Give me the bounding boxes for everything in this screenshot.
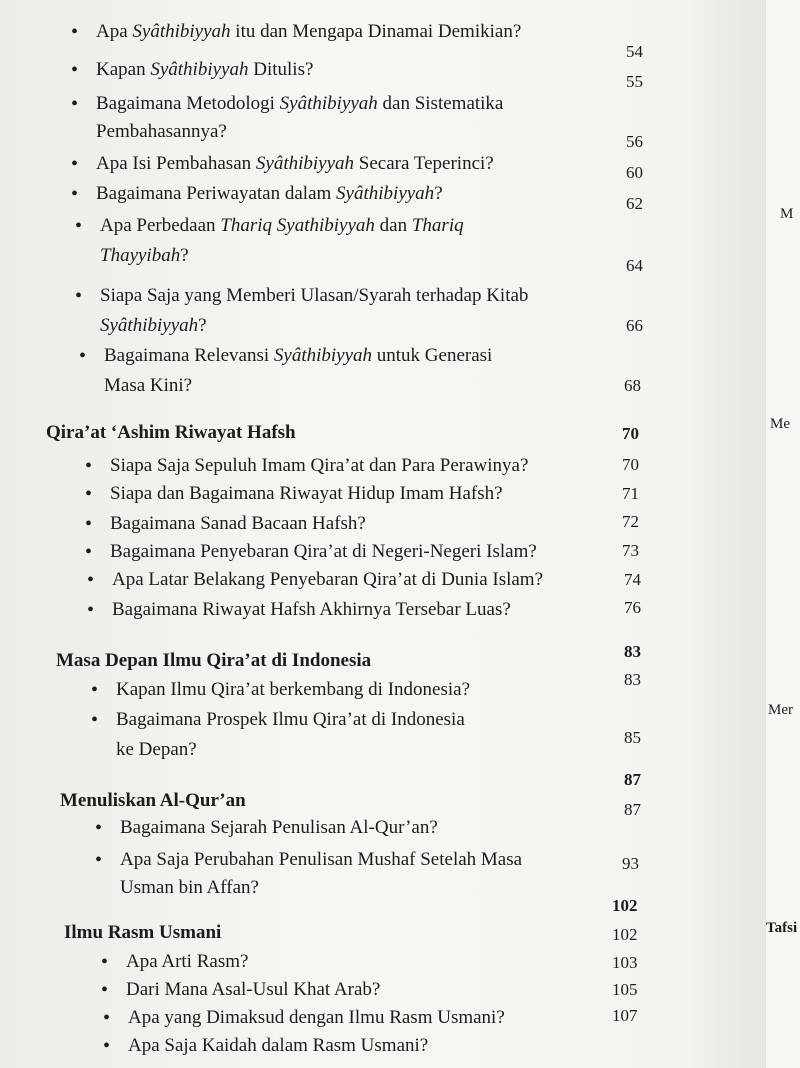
toc-item: • Kapan Syâthibiyyah Ditulis? (96, 56, 313, 84)
page-number: 105 (612, 980, 638, 999)
toc-item: • Siapa dan Bagaimana Riwayat Hidup Imam Hafsh? (110, 480, 503, 508)
page-number: 66 (626, 316, 643, 335)
toc-item: • Bagaimana Penyebaran Qira’at di Negeri-Negeri Islam? (110, 538, 537, 566)
edge-text: Mer (768, 702, 793, 718)
toc-item-line2: ke Depan? (116, 739, 197, 760)
page-number: 87 (624, 800, 641, 819)
section-page-number: 83 (624, 642, 641, 661)
page-number: 103 (612, 953, 638, 972)
page-number: 70 (622, 455, 639, 474)
page-number: 64 (626, 256, 643, 275)
toc-item: • Bagaimana Relevansi Syâthibiyyah untuk Generasi (104, 342, 492, 370)
toc-item-line2: Pembahasannya? (96, 121, 227, 142)
page-number: 60 (626, 163, 643, 182)
toc-item: • Bagaimana Riwayat Hafsh Akhirnya Tersebar Luas? (112, 596, 511, 624)
edge-text: Tafsi (766, 920, 798, 936)
toc-item: • Apa Isi Pembahasan Syâthibiyyah Secara Teperinci? (96, 150, 494, 178)
section-title: Ilmu Rasm Usmani (64, 922, 222, 943)
section-page-number: 70 (622, 424, 639, 443)
section-page-number: 102 (612, 925, 638, 944)
page-number: 74 (624, 570, 641, 589)
toc-item: • Apa Perbedaan Thariq Syathibiyyah dan Thariq (100, 212, 464, 240)
page-number: 56 (626, 132, 643, 151)
section-title: Menuliskan Al-Qur’an (60, 790, 246, 811)
toc-item: • Apa Syâthibiyyah itu dan Mengapa Dinamai Demikian? (96, 18, 521, 46)
toc-item: • Apa Arti Rasm? (126, 948, 248, 976)
section-page-number: 102 (612, 896, 638, 915)
toc-item-line2: Thayyibah? (100, 245, 189, 266)
edge-text: Me (770, 416, 790, 432)
toc-item-line2: Syâthibiyyah? (100, 315, 207, 336)
toc-item: • Apa Saja Kaidah dalam Rasm Usmani? (128, 1032, 428, 1060)
toc-item: • Bagaimana Periwayatan dalam Syâthibiyyah? (96, 180, 443, 208)
page-number: 107 (612, 1006, 638, 1025)
toc-item: • Apa yang Dimaksud dengan Ilmu Rasm Usmani? (128, 1004, 505, 1032)
page-number: 72 (622, 512, 639, 531)
page-number: 73 (622, 541, 639, 560)
page-number: 68 (624, 376, 641, 395)
section-title: Masa Depan Ilmu Qira’at di Indonesia (56, 650, 372, 671)
edge-text: M (780, 206, 794, 222)
toc-item: • Bagaimana Prospek Ilmu Qira’at di Indonesia (116, 706, 465, 734)
toc-item: • Apa Latar Belakang Penyebaran Qira’at di Dunia Islam? (112, 566, 543, 594)
page-number: 76 (624, 598, 641, 617)
page-number: 85 (624, 728, 641, 747)
page-number: 62 (626, 194, 643, 213)
page-number: 55 (626, 72, 643, 91)
toc-item: • Apa Saja Perubahan Penulisan Mushaf Setelah Masa (120, 846, 522, 874)
toc-item-line2: Masa Kini? (104, 375, 193, 396)
section-page-number: 87 (624, 770, 641, 789)
section-title: Qira’at ‘Ashim Riwayat Hafsh (46, 422, 296, 443)
toc-item-line2: Usman bin Affan? (120, 877, 259, 898)
toc-item: • Siapa Saja Sepuluh Imam Qira’at dan Para Perawinya? (110, 452, 528, 480)
toc-item: • Bagaimana Sejarah Penulisan Al-Qur’an? (120, 814, 438, 842)
toc-item: • Dari Mana Asal-Usul Khat Arab? (126, 976, 380, 1004)
toc-item: • Bagaimana Metodologi Syâthibiyyah dan Sistematika (96, 90, 503, 118)
page-number: 83 (624, 670, 641, 689)
toc-item: • Siapa Saja yang Memberi Ulasan/Syarah terhadap Kitab (100, 282, 528, 310)
page-number: 54 (626, 42, 643, 61)
page-number: 71 (622, 484, 639, 503)
facing-page-edge (765, 0, 800, 1068)
toc-item: • Kapan Ilmu Qira’at berkembang di Indonesia? (116, 676, 470, 704)
toc-item: • Bagaimana Sanad Bacaan Hafsh? (110, 510, 366, 538)
page-number: 93 (622, 854, 639, 873)
